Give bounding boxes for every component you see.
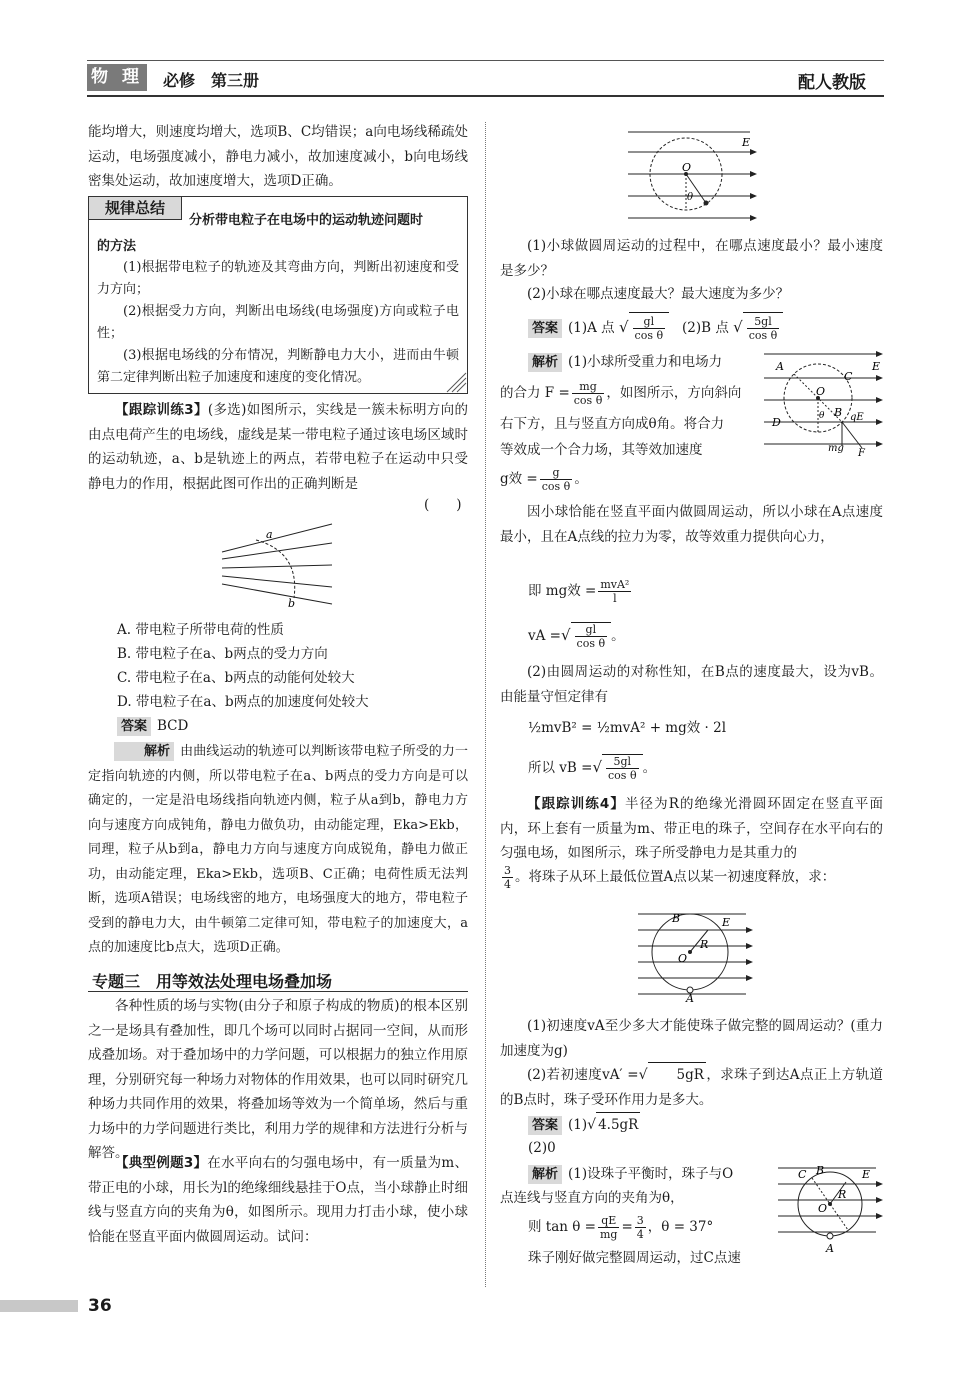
training-4-answer: 答案 (1)√ 4.5gR (528, 1112, 640, 1138)
fig3-label-O: O (678, 952, 688, 965)
header-bottom-rule (87, 95, 884, 97)
training-3-answer-value: BCD (157, 718, 189, 734)
explanation-label: 解析 (528, 353, 562, 372)
equation-4-numerator: 5gl (606, 755, 639, 769)
training-4-heading: 【跟踪训练4】 (527, 796, 625, 812)
fig2-label-A: A (776, 360, 784, 373)
fig1-label-E: E (742, 136, 751, 149)
summary-corner-decoration (445, 371, 467, 393)
example-3-question-2: (2)小球在哪点速度最大？最大速度为多少？ (527, 286, 790, 302)
equivalent-g-denominator: cos θ (541, 480, 571, 493)
fig2-label-qE: qE (850, 412, 864, 423)
summary-point-2: (2)根据受力方向，判断出电场线(电场强度)方向或粒子电性； (97, 304, 459, 341)
training-4-text: 半径为R的绝缘光滑圆环固定在竖直平面内，环上套有一质量为m、带正电的珠子，空间存在水平向右的匀强电场，如图所示，珠子所受静电力是其重力的 (500, 796, 883, 861)
training-4-explanation-2: 点连线与竖直方向的夹角为θ， (500, 1190, 684, 1206)
force-numerator: mg (572, 380, 605, 394)
equation-2: vA =√ $\frac{gl}{\text{cos θ}}$ 。 (528, 623, 625, 650)
fig4-label-A: A (826, 1242, 834, 1255)
equation-3: ½mvB² = ½mvA² + mg效 · 2l (528, 720, 727, 736)
fig2-label-O: O (816, 385, 826, 398)
page-number: 36 (88, 1296, 112, 1316)
ratio-denominator: 4 (504, 878, 511, 891)
explanation-text-2a: 的合力 F = (500, 385, 570, 401)
topic-3-title-rule (88, 991, 468, 992)
equation-2-denominator: cos θ (576, 637, 606, 650)
training-3-heading: 【跟踪训练3】 (115, 402, 208, 418)
training-3-answer-paren: ( ) (424, 497, 462, 513)
equation-1-numerator: mvA² (600, 578, 630, 591)
tan-theta-label: 则 tan θ = (528, 1219, 596, 1235)
training-4-q2-radicand: 5gR (648, 1062, 706, 1088)
tan-denominator: mg (599, 1228, 618, 1241)
ratio-numerator: 3 (504, 864, 511, 877)
header-top-rule (87, 60, 884, 61)
explanation-text-5b: 。 (574, 471, 588, 487)
answer-label: 答案 (528, 319, 562, 338)
fig2-label-mg: mg (828, 443, 844, 454)
header-subject: 物 理 (87, 64, 147, 91)
explanation-paragraph-b: (2)由圆周运动的对称性知，在B点的速度最大，设为vB。由能量守恒定律有 (500, 664, 883, 705)
pendulum-field-figure (626, 124, 758, 224)
training-4-q2-end: ，求珠子到达A点正上方轨道的B点时，珠子受环作用力是多大。 (500, 1067, 884, 1108)
example-3-answer: 答案 (1)A 点 √ $\frac{gl}{\text{cos θ}}$ (2)B 点 √ $\frac{5gl}{\text{cos θ}}$ (528, 312, 888, 343)
training-4-text-end: 。将珠子从环上最低位置A点以某一初速度释放，求： (515, 869, 836, 885)
explanation-line-1 (528, 350, 722, 375)
answer-label: 答案 (117, 717, 151, 736)
answer-2-numerator: 5gl (747, 315, 780, 329)
footer-bar (0, 1300, 78, 1312)
equivalent-g-numerator: g (540, 466, 573, 480)
equation-2-numerator: gl (575, 623, 608, 637)
answer-2-denominator: cos θ (748, 329, 778, 342)
equation-2-left: vA = (528, 628, 561, 644)
field-line-trajectory-figure (218, 518, 340, 608)
fig4-label-E: E (862, 1168, 871, 1181)
fig4-label-O: O (818, 1202, 828, 1215)
header-edition: 配人教版 (798, 73, 866, 93)
explanation-line-3: 右下方，且与竖直方向成θ角。将合力 (500, 416, 725, 432)
training-4-explanation-3 (528, 1214, 713, 1241)
example-3-text: 在水平向右的匀强电场中，有一质量为m、带正电的小球，用长为l的绝缘细线悬挂于O点，当小球静止时细线与竖直方向的夹角为θ，如图所示。现用力打击小球，使小球恰能在竖直平面内做圆周运动。试问： (88, 1155, 468, 1245)
training-4-explanation-text-1: (1)设珠子平衡时，珠子与O (568, 1166, 734, 1182)
equation-4: 所以 vB =√ $\frac{5gl}{\text{cos θ}}$ 。 (528, 755, 657, 782)
training-3-question (88, 398, 468, 496)
summary-tag: 规律总结 (89, 197, 182, 220)
fig2-label-E: E (872, 360, 881, 373)
training-4-answer-1-radicand: 4.5gR (596, 1112, 640, 1138)
fig2-label-theta: θ (819, 411, 825, 421)
training-4-answer-2: (2)0 (528, 1140, 556, 1156)
header-book: 必修 第三册 (163, 71, 260, 90)
equation-1 (528, 578, 633, 605)
force-diagram-figure (762, 348, 884, 458)
equation-4-denominator: cos θ (608, 769, 637, 782)
ring-equilibrium-figure (776, 1160, 884, 1256)
topic-3-paragraph: 各种性质的场与实物(由分子和原子构成的物质)的根本区别之一是场具有叠加性，即几个场可以同时占据同一空间，从而形成叠加场。对于叠加场中的力学问题，可以根据力的独立作用原理，分别研究每一种场力对物体的作用效果，也可以同时研究几种场力共同作用的效果，将叠加场等效为一个简单场，然后与重力场中的力学问题进行类比，利用力学的规律和方法进行分析与解答。 (88, 998, 468, 1161)
tan-value-numerator: 3 (636, 1214, 644, 1227)
explanation-line-2 (500, 380, 741, 407)
fig4-label-B: B (816, 1164, 825, 1177)
explanation-label: 解析 (114, 742, 174, 761)
example-3-question-1: (1)小球做圆周运动的过程中，在哪点速度最小？最小速度是多少？ (500, 238, 883, 279)
answer-label: 答案 (528, 1116, 562, 1135)
topic-3-title: 专题三 用等效法处理电场叠加场 (92, 972, 333, 991)
summary-title-line2: 的方法 (97, 239, 137, 254)
explanation-text-2b: ，如图所示，方向斜向 (606, 385, 742, 401)
tan-equals: = (621, 1219, 633, 1235)
ring-field-figure (636, 906, 754, 1002)
equation-4-end: 。 (642, 760, 657, 776)
answer-1-denominator: cos θ (634, 329, 664, 342)
summary-title-line1: 分析带电粒子在电场中的运动轨迹问题时 (189, 213, 424, 228)
training-3-text: (多选)如图所示，实线是一簇未标明方向的由点电荷产生的电场线，虚线是某一带电粒子通过该电场区域时的运动轨迹，a、b是轨迹上的两点，若带电粒子在运动中只受静电力的作用，根据此图可作出的正确判断是 (88, 402, 468, 492)
answer-1-text: (1)A 点 (568, 320, 615, 336)
tan-numerator: qE (598, 1214, 619, 1228)
training-4-q2-start: (2)若初速度vA′ = (527, 1067, 639, 1083)
tan-value-denominator: 4 (636, 1228, 644, 1241)
force-denominator: cos θ (573, 394, 603, 407)
answer-1-numerator: gl (633, 315, 666, 329)
explanation-line-5 (500, 466, 588, 493)
fig4-label-R: R (838, 1188, 847, 1201)
summary-point-1: (1)根据带电粒子的轨迹及其弯曲方向，判断出初速度和受力方向； (97, 260, 459, 297)
figure-label-a: a (266, 528, 273, 541)
training-4-question-2: (2)若初速度vA′ =√ 5gR ，求珠子到达A点正上方轨道的B点时，珠子受环作用力是多大。 (500, 1062, 883, 1112)
explanation-label: 解析 (528, 1165, 562, 1184)
equivalent-g-label: g效 = (500, 471, 538, 487)
training-3-answer (117, 714, 188, 739)
training-4-answer-1-prefix: (1) (568, 1117, 588, 1133)
example-3-question (88, 1151, 468, 1249)
training-4-question (500, 792, 883, 866)
example-3-heading: 【典型例题3】 (115, 1155, 208, 1171)
equation-4-left: 所以 vB = (528, 760, 593, 776)
equation-2-end: 。 (611, 628, 625, 644)
fig1-label-theta: θ (687, 192, 694, 203)
training-4-explanation-4: 珠子刚好做完整圆周运动，过C点速 (528, 1250, 741, 1266)
fig3-label-E: E (722, 916, 731, 929)
fig2-label-F: F (858, 448, 865, 458)
training-4-question-end (500, 864, 835, 891)
fig4-label-C: C (798, 1168, 807, 1181)
fig2-label-D: D (772, 416, 781, 429)
fig3-label-R: R (700, 938, 709, 951)
fig1-label-O: O (682, 161, 692, 174)
explanation-line-4: 等效成一个合力场，其等效加速度 (500, 442, 703, 458)
fig3-label-A: A (686, 992, 694, 1002)
explanation-text-1: (1)小球所受重力和电场力 (568, 354, 723, 370)
training-4-explanation-1 (528, 1162, 733, 1187)
training-3-option-a: A. 带电粒子所带电荷的性质 (117, 622, 284, 638)
equation-1-denominator: l (613, 592, 617, 605)
figure-label-b: b (288, 597, 296, 608)
training-3-option-c: C. 带电粒子在a、b两点的动能何处较大 (117, 670, 355, 686)
answer-2-text: (2)B 点 (681, 320, 729, 336)
training-3-explanation-text: 由曲线运动的轨迹可以判断该带电粒子所受的力一定指向轨迹的内侧，所以带电粒子在a、b两点的受力方向是可以确定的，一定是沿电场线指向轨迹内侧，粒子从a到b，静电力方向与速度方向成钝角，静电力做负功，由动能定理，Eka>Ekb，同理，粒子从b到a，静电力方向与速度方向成锐角，静电力做正功，由动能定理，Eka>Ekb，选项B、C正确；电荷性质无法判断，选项A错误；电场线密的地方，电场强度大的地方，带电粒子受到的静电力大，由牛顿第二定律可知，带电粒子的加速度大，a点的加速度比b点大，选项D正确。 (88, 744, 468, 955)
training-4-question-1: (1)初速度vA至少多大才能使珠子做完整的圆周运动？(重力加速度为g) (500, 1018, 883, 1059)
summary-box (88, 196, 468, 394)
explanation-paragraph-a: 因小球恰能在竖直平面内做圆周运动，所以小球在A点速度最小，且在A点线的拉力为零，故等效重力提供向心力， (500, 504, 883, 545)
training-3-option-d: D. 带电粒子在a、b两点的加速度何处较大 (117, 694, 369, 710)
summary-point-3: (3)根据电场线的分布情况，判断静电力大小，进而由牛顿第二定律判断出粒子加速度和速度的变化情况。 (97, 348, 459, 385)
training-3-explanation (88, 740, 468, 961)
theta-result: ，θ = 37° (647, 1219, 714, 1235)
column-divider (485, 122, 486, 1287)
training-3-option-b: B. 带电粒子在a、b两点的受力方向 (117, 646, 328, 662)
equation-1-left: 即 mg效 = (528, 583, 597, 599)
fig2-label-B: B (834, 406, 843, 419)
fig2-label-C: C (844, 370, 853, 383)
fig3-label-B: B (672, 912, 681, 925)
left-continuation-paragraph: 能均增大，则速度均增大，选项B、C均错误；a向电场线稀疏处运动，电场强度减小，静电力减小，故加速度减小，b向电场线密集处运动，故加速度增大，选项D正确。 (88, 124, 468, 189)
